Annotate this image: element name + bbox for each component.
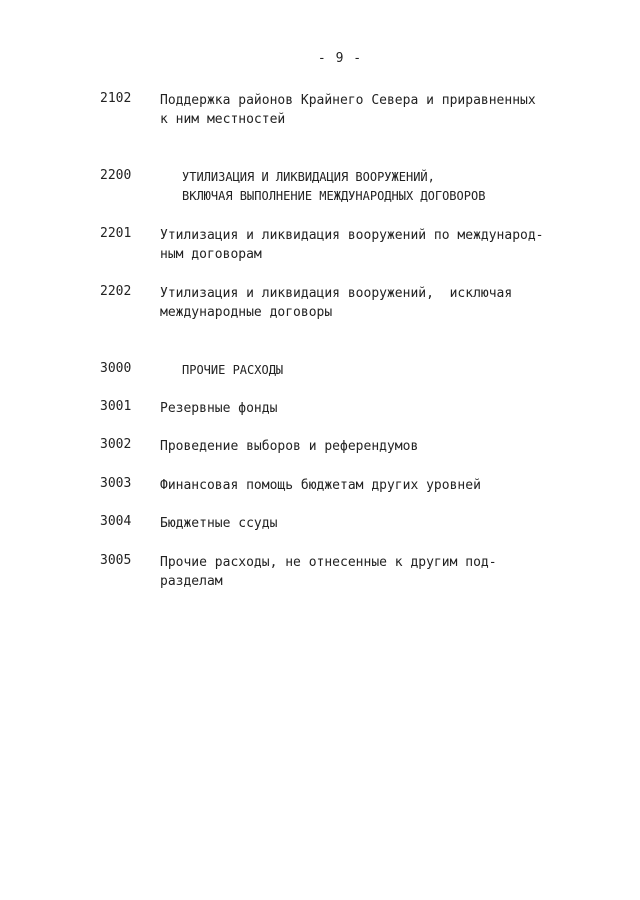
entry-description-line: к ним местностей <box>160 112 286 127</box>
section-heading <box>182 168 622 206</box>
entry-code: 2201 <box>100 226 132 241</box>
page-number: - 9 - <box>317 51 363 66</box>
entry-description-line: Финансовая помощь бюджетам других уровней <box>160 478 481 493</box>
entry-description <box>160 399 600 418</box>
entry-code: 2200 <box>100 168 132 183</box>
entry-description-line: ным договорам <box>160 247 262 262</box>
section-heading-line: УТИЛИЗАЦИЯ И ЛИКВИДАЦИЯ ВООРУЖЕНИЙ, <box>182 170 435 184</box>
entry-code: 3000 <box>100 361 132 376</box>
entry-description <box>160 91 600 129</box>
entry-description-line: Бюджетные ссуды <box>160 516 278 531</box>
section-heading-line: ПРОЧИЕ РАСХОДЫ <box>182 363 284 377</box>
section-heading-line: ВКЛЮЧАЯ ВЫПОЛНЕНИЕ МЕЖДУНАРОДНЫХ ДОГОВОРОВ <box>182 189 486 203</box>
entry-code: 3004 <box>100 514 132 529</box>
entry-description-line: Утилизация и ликвидация вооружений, исключая <box>160 286 513 301</box>
entry-description-line: Поддержка районов Крайнего Севера и приравненных <box>160 93 536 108</box>
entry-description <box>160 553 600 591</box>
entry-code: 3001 <box>100 399 132 414</box>
entry-description-line: международные договоры <box>160 305 333 320</box>
entry-description <box>160 437 600 456</box>
entry-description-line: разделам <box>160 574 223 589</box>
section-heading <box>182 361 622 380</box>
entry-description <box>160 284 600 322</box>
entry-description <box>160 226 600 264</box>
entry-code: 3003 <box>100 476 132 491</box>
entry-description-line: Прочие расходы, не отнесенные к другим под- <box>160 555 497 570</box>
entry-description-line: Резервные фонды <box>160 401 278 416</box>
entry-description <box>160 476 600 495</box>
entry-code: 2102 <box>100 91 132 106</box>
entry-description-line: Проведение выборов и референдумов <box>160 439 419 454</box>
entry-code: 3002 <box>100 437 132 452</box>
entry-code: 3005 <box>100 553 132 568</box>
entry-code: 2202 <box>100 284 132 299</box>
entry-description-line: Утилизация и ликвидация вооружений по международ- <box>160 228 544 243</box>
entry-description <box>160 514 600 533</box>
